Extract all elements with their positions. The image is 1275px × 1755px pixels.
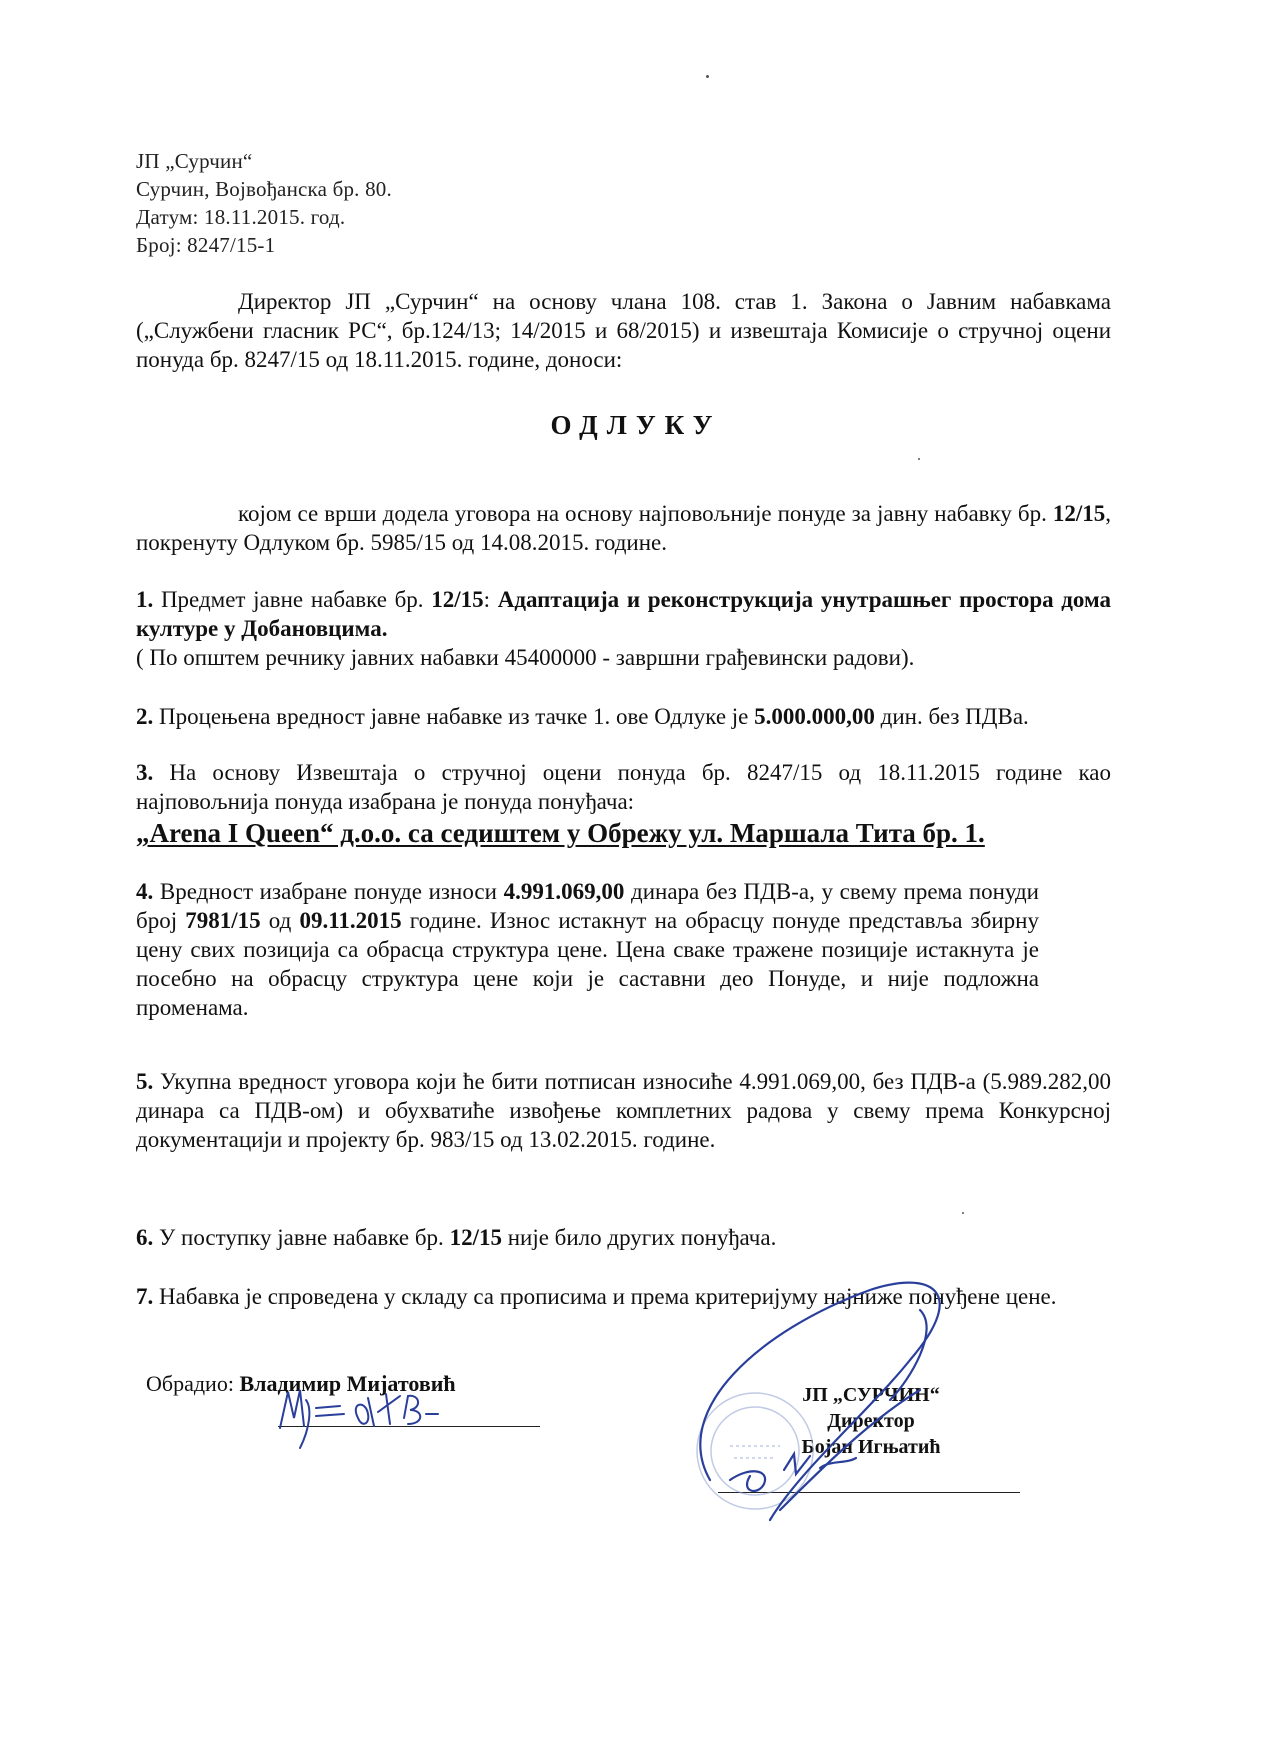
item-1-number: 1. [136, 587, 154, 612]
header-address: Сурчин, Војвођанска бр. 80. [136, 177, 392, 201]
document-title: ОДЛУКУ [550, 410, 722, 440]
decision-intro-text: којом се врши додела уговора на основу најповољније понуде за јавну набавку бр. [238, 501, 1053, 526]
intro-text: Директор ЈП „Сурчин“ на основу члана 108. став 1. Закона о Јавним набавкама („Службени гласник РС“, бр.124/13; 14/2015 и 68/2015) и извештаја Комисије о стручној оцени понуда бр. 8247/15 од 18.11.2015. године, доноси: [136, 289, 1111, 372]
item-1-colon: : [483, 587, 498, 612]
item-1 [136, 585, 1111, 672]
item-2-text-2: дин. без ПДВа. [874, 704, 1029, 729]
selected-bidder: „Arena I Queen“ д.о.о. са седиштем у Обрежу ул. Маршала Тита бр. 1. [136, 818, 985, 848]
scan-speck [962, 1212, 964, 1214]
item-5-text: Укупна вредност уговора који ће бити потписан износиће 4.991.069,00, без ПДВ-а (5.989.282,00 динара са ПДВ-ом) и обухватиће извођење комплетних радова у свему према Конкурсној документацији и пројекту бр. 983/15 од 13.02.2015. године. [136, 1069, 1111, 1152]
decision-intro-paragraph [136, 499, 1111, 557]
item-6-text-2: није било других понуђача. [501, 1225, 777, 1250]
scan-speck [918, 458, 920, 460]
item-2-number: 2. [136, 704, 154, 729]
item-4-text-2: динара без ПДВ-а, у свему према понуди број [136, 879, 1039, 933]
offer-number: 7981/15 [185, 908, 261, 933]
scan-speck [706, 75, 709, 78]
item-4-text-4: године. Износ истакнут на обрасцу понуде представља збирну цену свих позиција са обрасца структура цене. Цена сваке тражене позиције истакнута је посебно на обрасцу структура цене који је саставни део Понуде, и није подложна променама. [136, 908, 1039, 1020]
item-4 [136, 877, 1039, 1022]
prepared-by-name: Владимир Мијатовић [239, 1371, 456, 1396]
intro-paragraph [136, 287, 1111, 374]
item-6-text: У поступку јавне набавке бр. [153, 1225, 450, 1250]
item-4-number: 4. [136, 879, 154, 904]
item-7-number: 7. [136, 1284, 154, 1309]
item-7-text: Набавка је спроведена у складу са прописима и према критеријуму најниже понуђене цене. [153, 1284, 1057, 1309]
signature-role: Директор [827, 1410, 915, 1432]
offer-date: 09.11.2015 [299, 908, 402, 933]
prepared-by-label: Обрадио: [146, 1371, 240, 1396]
item-4-text: Вредност изабране понуде износи [153, 879, 504, 904]
item-4-text-3: од [260, 908, 300, 933]
item-5-number: 5. [136, 1069, 154, 1094]
signature-org: ЈП „СУРЧИН“ [802, 1384, 940, 1406]
item-1-procurement-number: 12/15 [431, 587, 484, 612]
director-signature-line [718, 1492, 1020, 1493]
director-signature-block [771, 1382, 971, 1460]
item-2-text: Процењена вредност јавне набавке из тачке 1. ове Одлуке је [153, 704, 755, 729]
item-1-note: ( По општем речнику јавних набавки 45400000 - завршни грађевински радови). [136, 645, 915, 670]
estimated-value: 5.000.000,00 [754, 704, 875, 729]
header-org: ЈП „Сурчин“ [136, 149, 253, 173]
item-6-procurement-number: 12/15 [449, 1225, 502, 1250]
item-1-text: Предмет јавне набавке бр. [153, 587, 432, 612]
item-1-subject: Адаптација и реконструкција унутрашњег простора дома културе у Добановцима. [136, 587, 1111, 641]
item-7 [136, 1282, 1111, 1311]
header-date: Датум: 18.11.2015. год. [136, 205, 346, 229]
item-6 [136, 1223, 1111, 1252]
item-5 [136, 1067, 1111, 1154]
prepared-by-signature-line [278, 1426, 540, 1427]
procurement-number: 12/15 [1052, 501, 1106, 526]
item-2 [136, 702, 1111, 731]
item-3-number: 3. [136, 760, 154, 785]
director-name: Бојан Игњатић [801, 1436, 941, 1458]
prepared-by [146, 1370, 456, 1398]
item-3-text: На основу Извештаја о стручној оцени понуда бр. 8247/15 од 18.11.2015 године као најповољнија понуда изабрана је понуда понуђача: [136, 760, 1111, 814]
offer-value: 4.991.069,00 [503, 879, 625, 904]
decision-intro-text-2: , покренуту Одлуком бр. 5985/15 од 14.08.2015. године. [136, 501, 1111, 555]
item-6-number: 6. [136, 1225, 154, 1250]
header-number: Број: 8247/15-1 [136, 233, 276, 257]
item-3 [136, 758, 1111, 816]
